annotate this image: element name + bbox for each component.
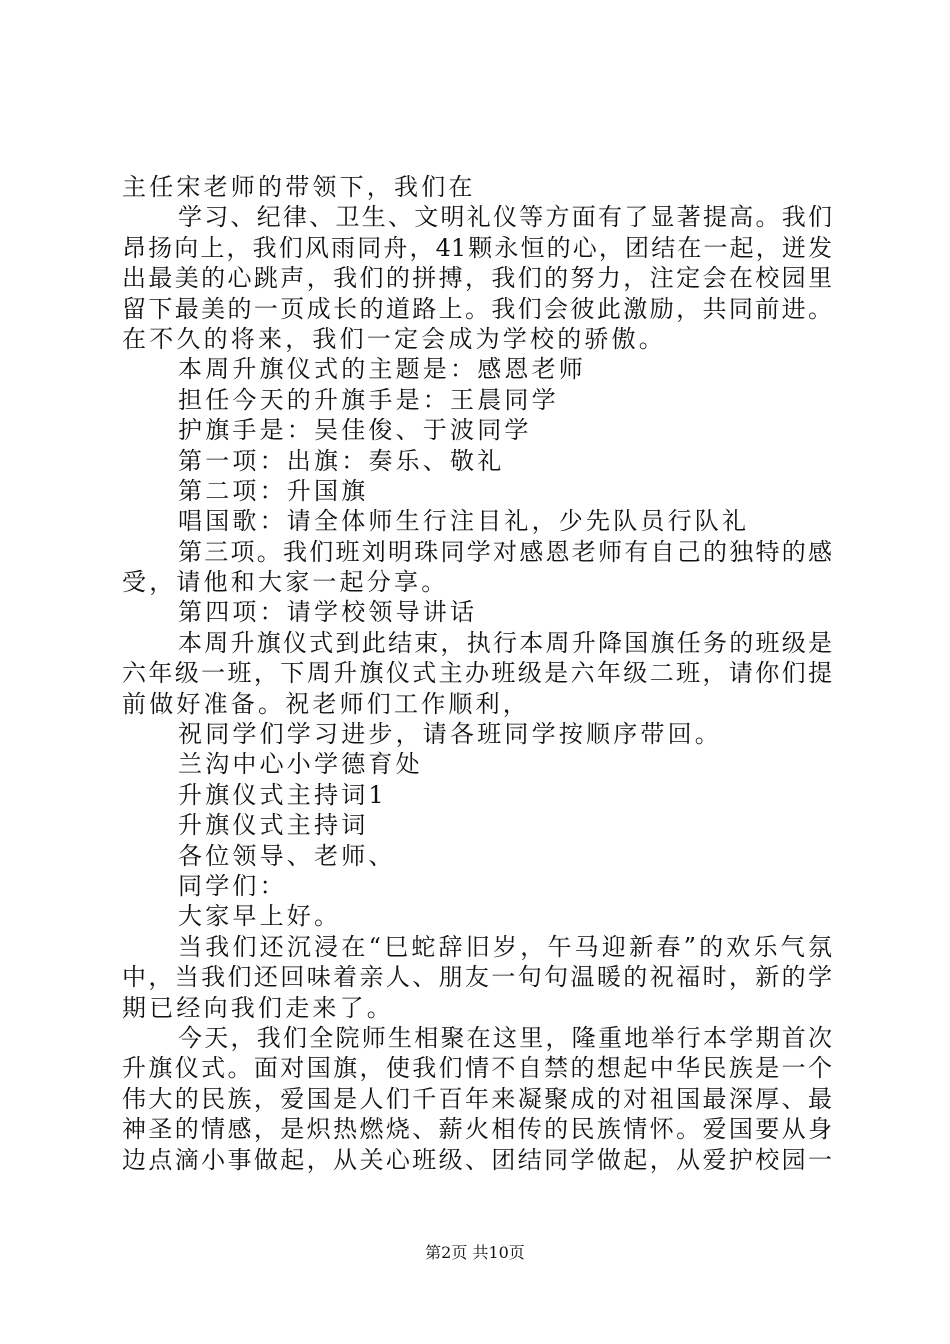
text-line: 护旗手是：吴佳俊、于波同学 xyxy=(178,416,532,445)
text-line: 升旗仪式。面对国旗，使我们情不自禁的想起中华民族是一个 xyxy=(122,1054,832,1083)
text-line: 第四项：请学校领导讲话 xyxy=(178,598,478,627)
text-line: 今天，我们全院师生相聚在这里，隆重地举行本学期首次 xyxy=(178,1023,832,1052)
text-line: 第三项。我们班刘明珠同学对感恩老师有自己的独特的感 xyxy=(178,537,832,566)
text-line: 本周升旗仪式到此结束，执行本周升降国旗任务的班级是 xyxy=(178,628,832,657)
text-line: 神圣的情感，是炽热燃烧、薪火相传的民族情怀。爱国要从身 xyxy=(122,1115,832,1144)
text-line: 唱国歌：请全体师生行注目礼，少先队员行队礼 xyxy=(178,507,750,536)
text-line: 各位领导、老师、 xyxy=(178,841,396,870)
text-line: 主任宋老师的带领下，我们在 xyxy=(122,173,476,201)
text-line: 本周升旗仪式的主题是：感恩老师 xyxy=(178,355,586,384)
text-line: 受，请他和大家一起分享。 xyxy=(122,568,449,597)
text-line: 伟大的民族，爱国是人们千百年来凝聚成的对祖国最深厚、最 xyxy=(122,1084,832,1113)
text-line: 前做好准备。祝老师们工作顺利， xyxy=(122,689,530,718)
text-line: 昂扬向上，我们风雨同舟，41颗永恒的心，团结在一起，迸发 xyxy=(122,233,832,262)
text-line: 当我们还沉浸在“巳蛇辞旧岁，午马迎新春”的欢乐气氛 xyxy=(178,932,832,961)
text-line: 期已经向我们走来了。 xyxy=(122,993,394,1022)
page-footer: 第2页 共10页 xyxy=(425,1243,525,1262)
text-line: 祝同学们学习进步，请各班同学按顺序带回。 xyxy=(178,720,722,749)
text-line: 大家早上好。 xyxy=(178,902,342,931)
text-line: 留下最美的一页成长的道路上。我们会彼此激励，共同前进。 xyxy=(122,294,832,323)
text-line: 出最美的心跳声，我们的拼搏，我们的努力，注定会在校园里 xyxy=(122,264,832,293)
text-line: 学习、纪律、卫生、文明礼仪等方面有了显著提高。我们 xyxy=(178,203,832,232)
text-line: 同学们： xyxy=(178,871,287,900)
text-line: 升旗仪式主持词 xyxy=(178,811,369,840)
text-line: 六年级一班，下周升旗仪式主办班级是六年级二班，请你们提 xyxy=(122,659,832,688)
text-line: 升旗仪式主持词1 xyxy=(178,780,387,809)
text-line: 第一项：出旗：奏乐、敬礼 xyxy=(178,446,505,475)
text-line: 兰沟中心小学德育处 xyxy=(178,750,423,779)
text-line: 在不久的将来，我们一定会成为学校的骄傲。 xyxy=(122,324,666,353)
text-line: 担任今天的升旗手是：王晨同学 xyxy=(178,385,559,414)
text-line: 中，当我们还回味着亲人、朋友一句句温暖的祝福时，新的学 xyxy=(122,963,832,992)
text-line: 第二项：升国旗 xyxy=(178,476,369,505)
document-body xyxy=(122,172,832,1175)
text-line: 边点滴小事做起，从关心班级、团结同学做起，从爱护校园一 xyxy=(122,1145,832,1174)
